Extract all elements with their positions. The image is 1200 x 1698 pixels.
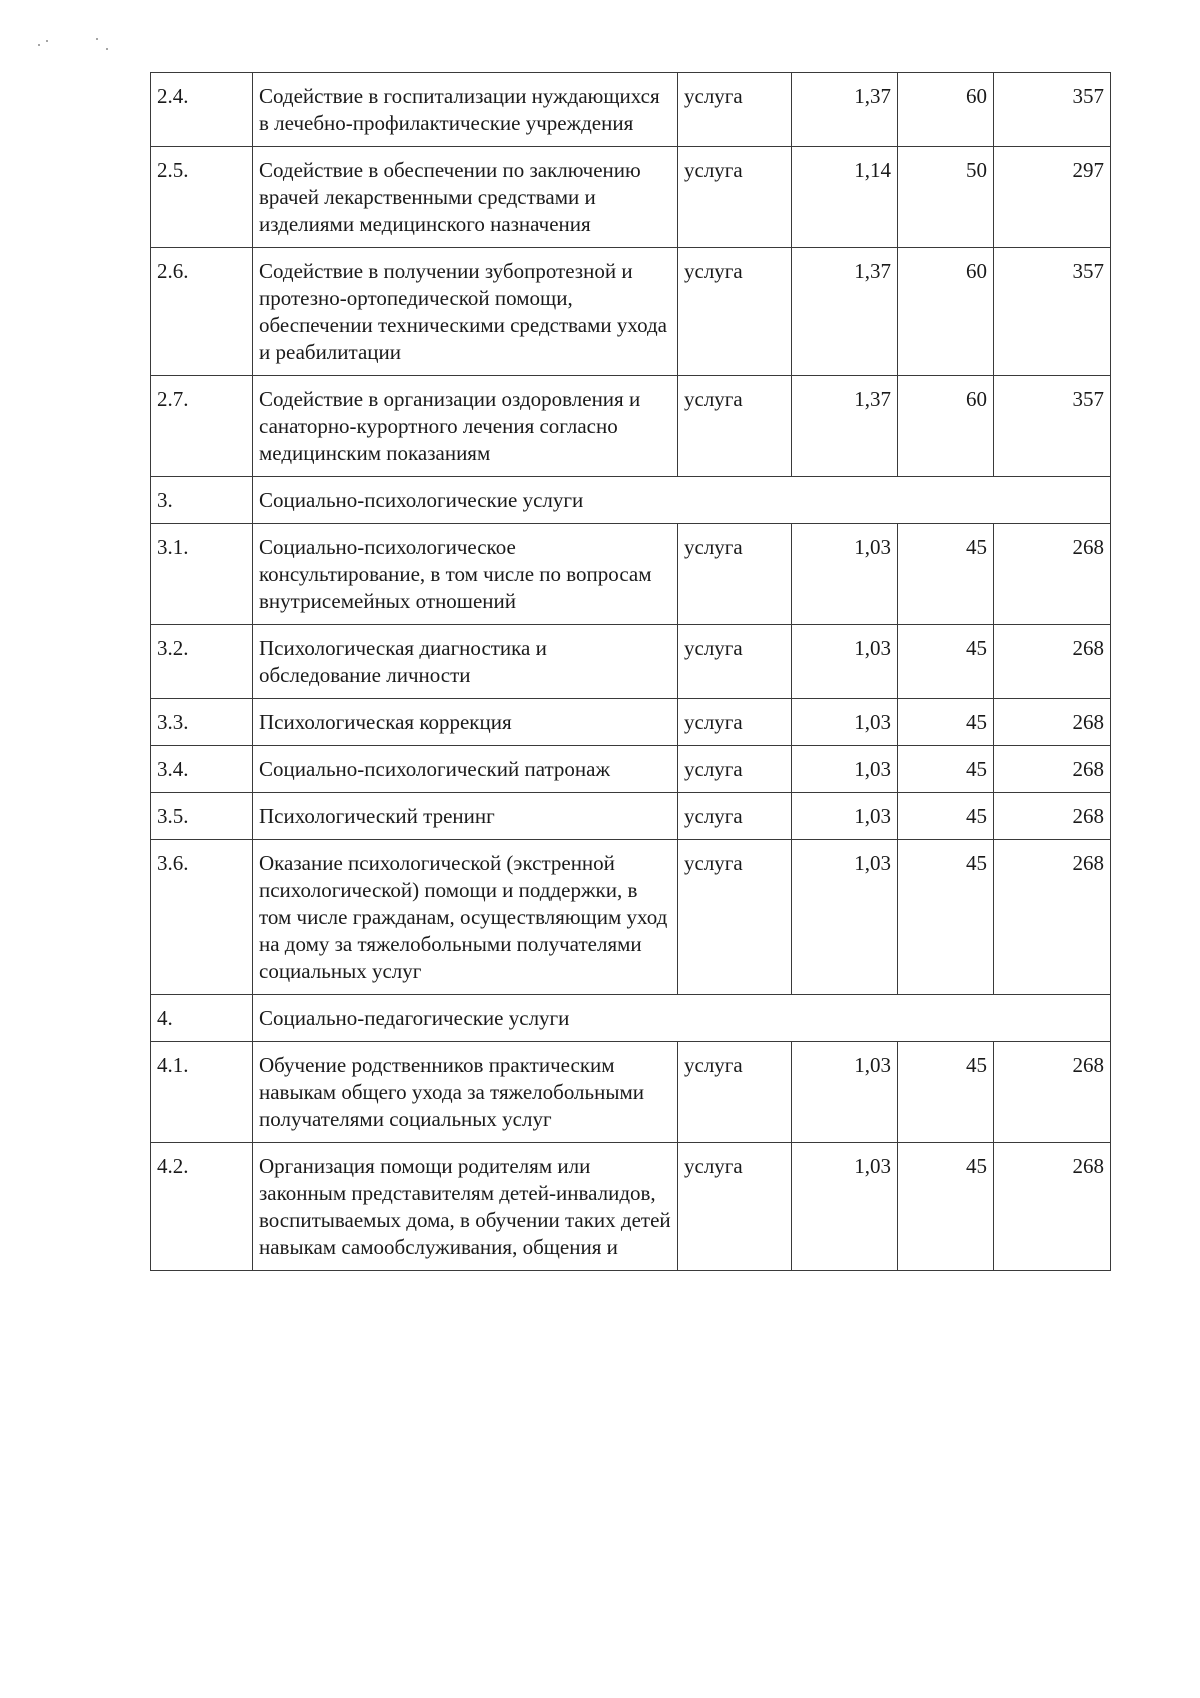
table-row <box>151 248 1111 376</box>
service-name: Социально-психологическое консультирование, в том числе по вопросам внутрисемейных отношений <box>253 524 678 625</box>
time-norm: 45 <box>898 1143 994 1271</box>
row-number: 2.6. <box>151 248 253 376</box>
services-tariff-table <box>150 72 1111 1271</box>
unit-of-measure: услуга <box>678 73 792 147</box>
tariff-price: 268 <box>994 699 1111 746</box>
table-row <box>151 1143 1111 1271</box>
row-number: 3.4. <box>151 746 253 793</box>
service-name: Содействие в обеспечении по заключению врачей лекарственными средствами и изделиями медицинского назначения <box>253 147 678 248</box>
unit-of-measure: услуга <box>678 1143 792 1271</box>
coefficient: 1,37 <box>792 376 898 477</box>
table-row <box>151 376 1111 477</box>
unit-of-measure: услуга <box>678 524 792 625</box>
table-row <box>151 73 1111 147</box>
time-norm: 45 <box>898 793 994 840</box>
tariff-price: 357 <box>994 73 1111 147</box>
table-row <box>151 840 1111 995</box>
time-norm: 45 <box>898 699 994 746</box>
tariff-price: 357 <box>994 248 1111 376</box>
row-number: 4.1. <box>151 1042 253 1143</box>
tariff-price: 268 <box>994 840 1111 995</box>
table-row <box>151 524 1111 625</box>
row-number: 2.5. <box>151 147 253 248</box>
table-row <box>151 625 1111 699</box>
coefficient: 1,37 <box>792 73 898 147</box>
coefficient: 1,03 <box>792 746 898 793</box>
coefficient: 1,03 <box>792 524 898 625</box>
coefficient: 1,03 <box>792 793 898 840</box>
tariff-price: 357 <box>994 376 1111 477</box>
unit-of-measure: услуга <box>678 699 792 746</box>
time-norm: 60 <box>898 376 994 477</box>
table-row <box>151 1042 1111 1143</box>
unit-of-measure: услуга <box>678 793 792 840</box>
table-row <box>151 793 1111 840</box>
tariff-price: 297 <box>994 147 1111 248</box>
coefficient: 1,14 <box>792 147 898 248</box>
row-number: 3.5. <box>151 793 253 840</box>
service-name: Психологическая диагностика и обследование личности <box>253 625 678 699</box>
table-body <box>151 73 1111 1271</box>
time-norm: 45 <box>898 1042 994 1143</box>
tariff-price: 268 <box>994 524 1111 625</box>
tariff-price: 268 <box>994 1143 1111 1271</box>
row-number: 3.3. <box>151 699 253 746</box>
row-number: 3.2. <box>151 625 253 699</box>
table-row <box>151 699 1111 746</box>
service-name: Организация помощи родителям или законным представителям детей-инвалидов, воспитываемых дома, в обучении таких детей навыкам самообслуживания, общения и <box>253 1143 678 1271</box>
time-norm: 45 <box>898 746 994 793</box>
coefficient: 1,03 <box>792 840 898 995</box>
unit-of-measure: услуга <box>678 1042 792 1143</box>
service-name: Содействие в госпитализации нуждающихся в лечебно-профилактические учреждения <box>253 73 678 147</box>
time-norm: 45 <box>898 524 994 625</box>
unit-of-measure: услуга <box>678 625 792 699</box>
time-norm: 60 <box>898 248 994 376</box>
service-name: Психологическая коррекция <box>253 699 678 746</box>
service-name: Социально-психологический патронаж <box>253 746 678 793</box>
service-name: Обучение родственников практическим навыкам общего ухода за тяжелобольными получателями социальных услуг <box>253 1042 678 1143</box>
tariff-price: 268 <box>994 746 1111 793</box>
time-norm: 45 <box>898 840 994 995</box>
coefficient: 1,03 <box>792 625 898 699</box>
time-norm: 60 <box>898 73 994 147</box>
unit-of-measure: услуга <box>678 376 792 477</box>
scan-specks <box>36 36 126 56</box>
row-number: 2.4. <box>151 73 253 147</box>
coefficient: 1,03 <box>792 699 898 746</box>
tariff-price: 268 <box>994 1042 1111 1143</box>
unit-of-measure: услуга <box>678 746 792 793</box>
tariff-price: 268 <box>994 793 1111 840</box>
section-title: Социально-психологические услуги <box>253 477 1111 524</box>
service-name: Содействие в получении зубопротезной и протезно-ортопедической помощи, обеспечении техническими средствами ухода и реабилитации <box>253 248 678 376</box>
tariff-price: 268 <box>994 625 1111 699</box>
coefficient: 1,03 <box>792 1143 898 1271</box>
section-title: Социально-педагогические услуги <box>253 995 1111 1042</box>
service-name: Содействие в организации оздоровления и санаторно-курортного лечения согласно медицинским показаниям <box>253 376 678 477</box>
unit-of-measure: услуга <box>678 840 792 995</box>
table-row <box>151 746 1111 793</box>
table-row <box>151 147 1111 248</box>
coefficient: 1,37 <box>792 248 898 376</box>
row-number: 4.2. <box>151 1143 253 1271</box>
section-row <box>151 477 1111 524</box>
section-number: 3. <box>151 477 253 524</box>
section-number: 4. <box>151 995 253 1042</box>
time-norm: 50 <box>898 147 994 248</box>
row-number: 3.1. <box>151 524 253 625</box>
service-name: Психологический тренинг <box>253 793 678 840</box>
row-number: 3.6. <box>151 840 253 995</box>
service-name: Оказание психологической (экстренной психологической) помощи и поддержки, в том числе гражданам, осуществляющим уход на дому за тяжелобольными получателями социальных услуг <box>253 840 678 995</box>
unit-of-measure: услуга <box>678 147 792 248</box>
row-number: 2.7. <box>151 376 253 477</box>
section-row <box>151 995 1111 1042</box>
time-norm: 45 <box>898 625 994 699</box>
unit-of-measure: услуга <box>678 248 792 376</box>
coefficient: 1,03 <box>792 1042 898 1143</box>
